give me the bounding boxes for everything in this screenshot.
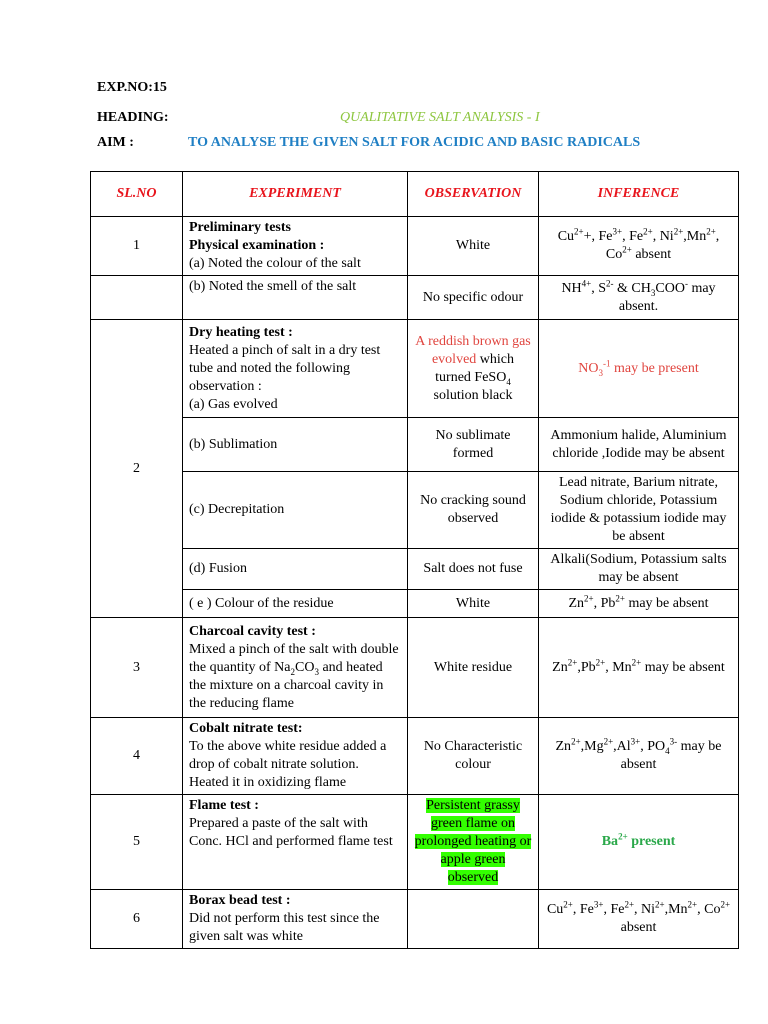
observation-cell: White — [408, 590, 539, 618]
experiment-text: Prepared a paste of the salt with Conc. HCl and performed flame test — [189, 816, 393, 849]
observation-cell: No cracking sound observed — [408, 472, 539, 549]
experiment-title: Preliminary tests — [189, 220, 291, 235]
observation-cell: No specific odour — [408, 276, 539, 320]
observation-cell — [408, 795, 539, 890]
aim-value: TO ANALYSE THE GIVEN SALT FOR ACIDIC AND BASIC RADICALS — [188, 135, 641, 150]
table-row — [91, 618, 739, 718]
aim-label: AIM : — [97, 135, 134, 150]
experiment-cell: (c) Decrepitation — [183, 472, 408, 549]
inference-cell: Alkali(Sodium, Potassium salts may be absent — [539, 549, 739, 590]
highlighted-observation: Persistent grassy green flame on prolonged heating or apple green observed — [414, 798, 532, 885]
heading-value: QUALITATIVE SALT ANALYSIS - I — [340, 110, 540, 125]
experiment-text: Mixed a pinch of the salt with double the quantity of $Na_2CO_3$ and heated the mixture on a charcoal cavity in the reducing flame — [189, 641, 399, 711]
inference-cell: Lead nitrate, Barium nitrate, Sodium chloride, Potassium iodide & potassium iodide may be absent — [539, 472, 739, 549]
experiment-cell — [183, 217, 408, 276]
experiment-cell — [183, 320, 408, 418]
table-row — [91, 418, 739, 472]
table-header-row — [91, 172, 739, 217]
slno-cell: 5 — [91, 795, 183, 890]
experiment-subtext: (a) Gas evolved — [189, 396, 278, 412]
col-header-observation: OBSERVATION — [408, 172, 539, 217]
col-header-slno: SL.NO — [91, 172, 183, 217]
experiment-text: Heated a pinch of salt in a dry test tube and noted the following observation : — [189, 342, 381, 394]
inference-cell: $Zn^{2+}$, $Pb^{2+}$ may be absent — [539, 590, 739, 618]
table-row — [91, 549, 739, 590]
experiment-text: To the above white residue added a drop of cobalt nitrate solution. Heated it in oxidizing flame — [189, 739, 387, 790]
table-row — [91, 217, 739, 276]
experiment-cell — [183, 618, 408, 718]
inference-cell: $Cu^{2+}+$, $Fe^{3+}$, $Fe^{2+}$, $Ni^{2+},Mn^{2+}$, $Co^{2+}$ absent — [539, 217, 739, 276]
col-header-inference: INFERENCE — [539, 172, 739, 217]
inference-cell: $Cu^{2+}$, $Fe^{3+}$, $Fe^{2+}$, $Ni^{2+},Mn^{2+}$, $Co^{2+}$ absent — [539, 890, 739, 949]
experiment-cell: (b) Sublimation — [183, 418, 408, 472]
col-header-experiment: EXPERIMENT — [183, 172, 408, 217]
inference-cell: $Zn^{2+},Pb^{2+}$, $Mn^{2+}$ may be absent — [539, 618, 739, 718]
table-row — [91, 795, 739, 890]
inference-cell: $NH^{4+}$, $S^{2-}$ & $CH_3COO^-$ may absent. — [539, 276, 739, 320]
table-row — [91, 472, 739, 549]
slno-cell: 1 — [91, 217, 183, 276]
slno-cell — [91, 276, 183, 320]
experiment-title: Charcoal cavity test : — [189, 623, 316, 639]
experiment-text: Did not perform this test since the given salt was white — [189, 911, 380, 944]
experiment-cell — [183, 890, 408, 949]
observation-cell: No Characteristic colour — [408, 718, 539, 795]
observation-cell — [408, 890, 539, 949]
experiment-text: (a) Noted the colour of the salt — [189, 256, 361, 271]
slno-cell: 2 — [91, 320, 183, 618]
experiment-cell — [183, 795, 408, 890]
slno-cell: 4 — [91, 718, 183, 795]
experiment-cell — [183, 718, 408, 795]
experiment-cell: ( e ) Colour of the residue — [183, 590, 408, 618]
experiment-title: Dry heating test : — [189, 324, 293, 340]
inference-cell: $Ba^{2+}$ present — [539, 795, 739, 890]
experiment-cell: (d) Fusion — [183, 549, 408, 590]
table-row — [91, 276, 739, 320]
experiment-title: Flame test : — [189, 798, 259, 813]
observation-cell: Salt does not fuse — [408, 549, 539, 590]
table-row — [91, 320, 739, 418]
experiment-title: Cobalt nitrate test: — [189, 721, 303, 736]
inference-cell: $NO_3^{-1}$ may be present — [539, 320, 739, 418]
table-row — [91, 590, 739, 618]
slno-cell: 6 — [91, 890, 183, 949]
experiment-title: Borax bead test : — [189, 893, 291, 908]
experiment-cell: (b) Noted the smell of the salt — [183, 276, 408, 320]
observation-cell: No sublimate formed — [408, 418, 539, 472]
inference-cell: $Zn^{2+},Mg^{2+},Al^{3+}$, $PO_4^{3-}$ may be absent — [539, 718, 739, 795]
inference-cell: Ammonium halide, Aluminium chloride ,Iodide may be absent — [539, 418, 739, 472]
heading-label: HEADING: — [97, 110, 169, 125]
slno-cell: 3 — [91, 618, 183, 718]
observation-cell: White residue — [408, 618, 539, 718]
observation-cell: White — [408, 217, 539, 276]
table-row — [91, 890, 739, 949]
analysis-table — [90, 171, 739, 949]
table-row — [91, 718, 739, 795]
experiment-number: EXP.NO:15 — [97, 80, 167, 95]
experiment-subtitle: Physical examination : — [189, 238, 325, 253]
observation-cell: A reddish brown gas evolved which turned FeSO$_4$ solution black — [408, 320, 539, 418]
